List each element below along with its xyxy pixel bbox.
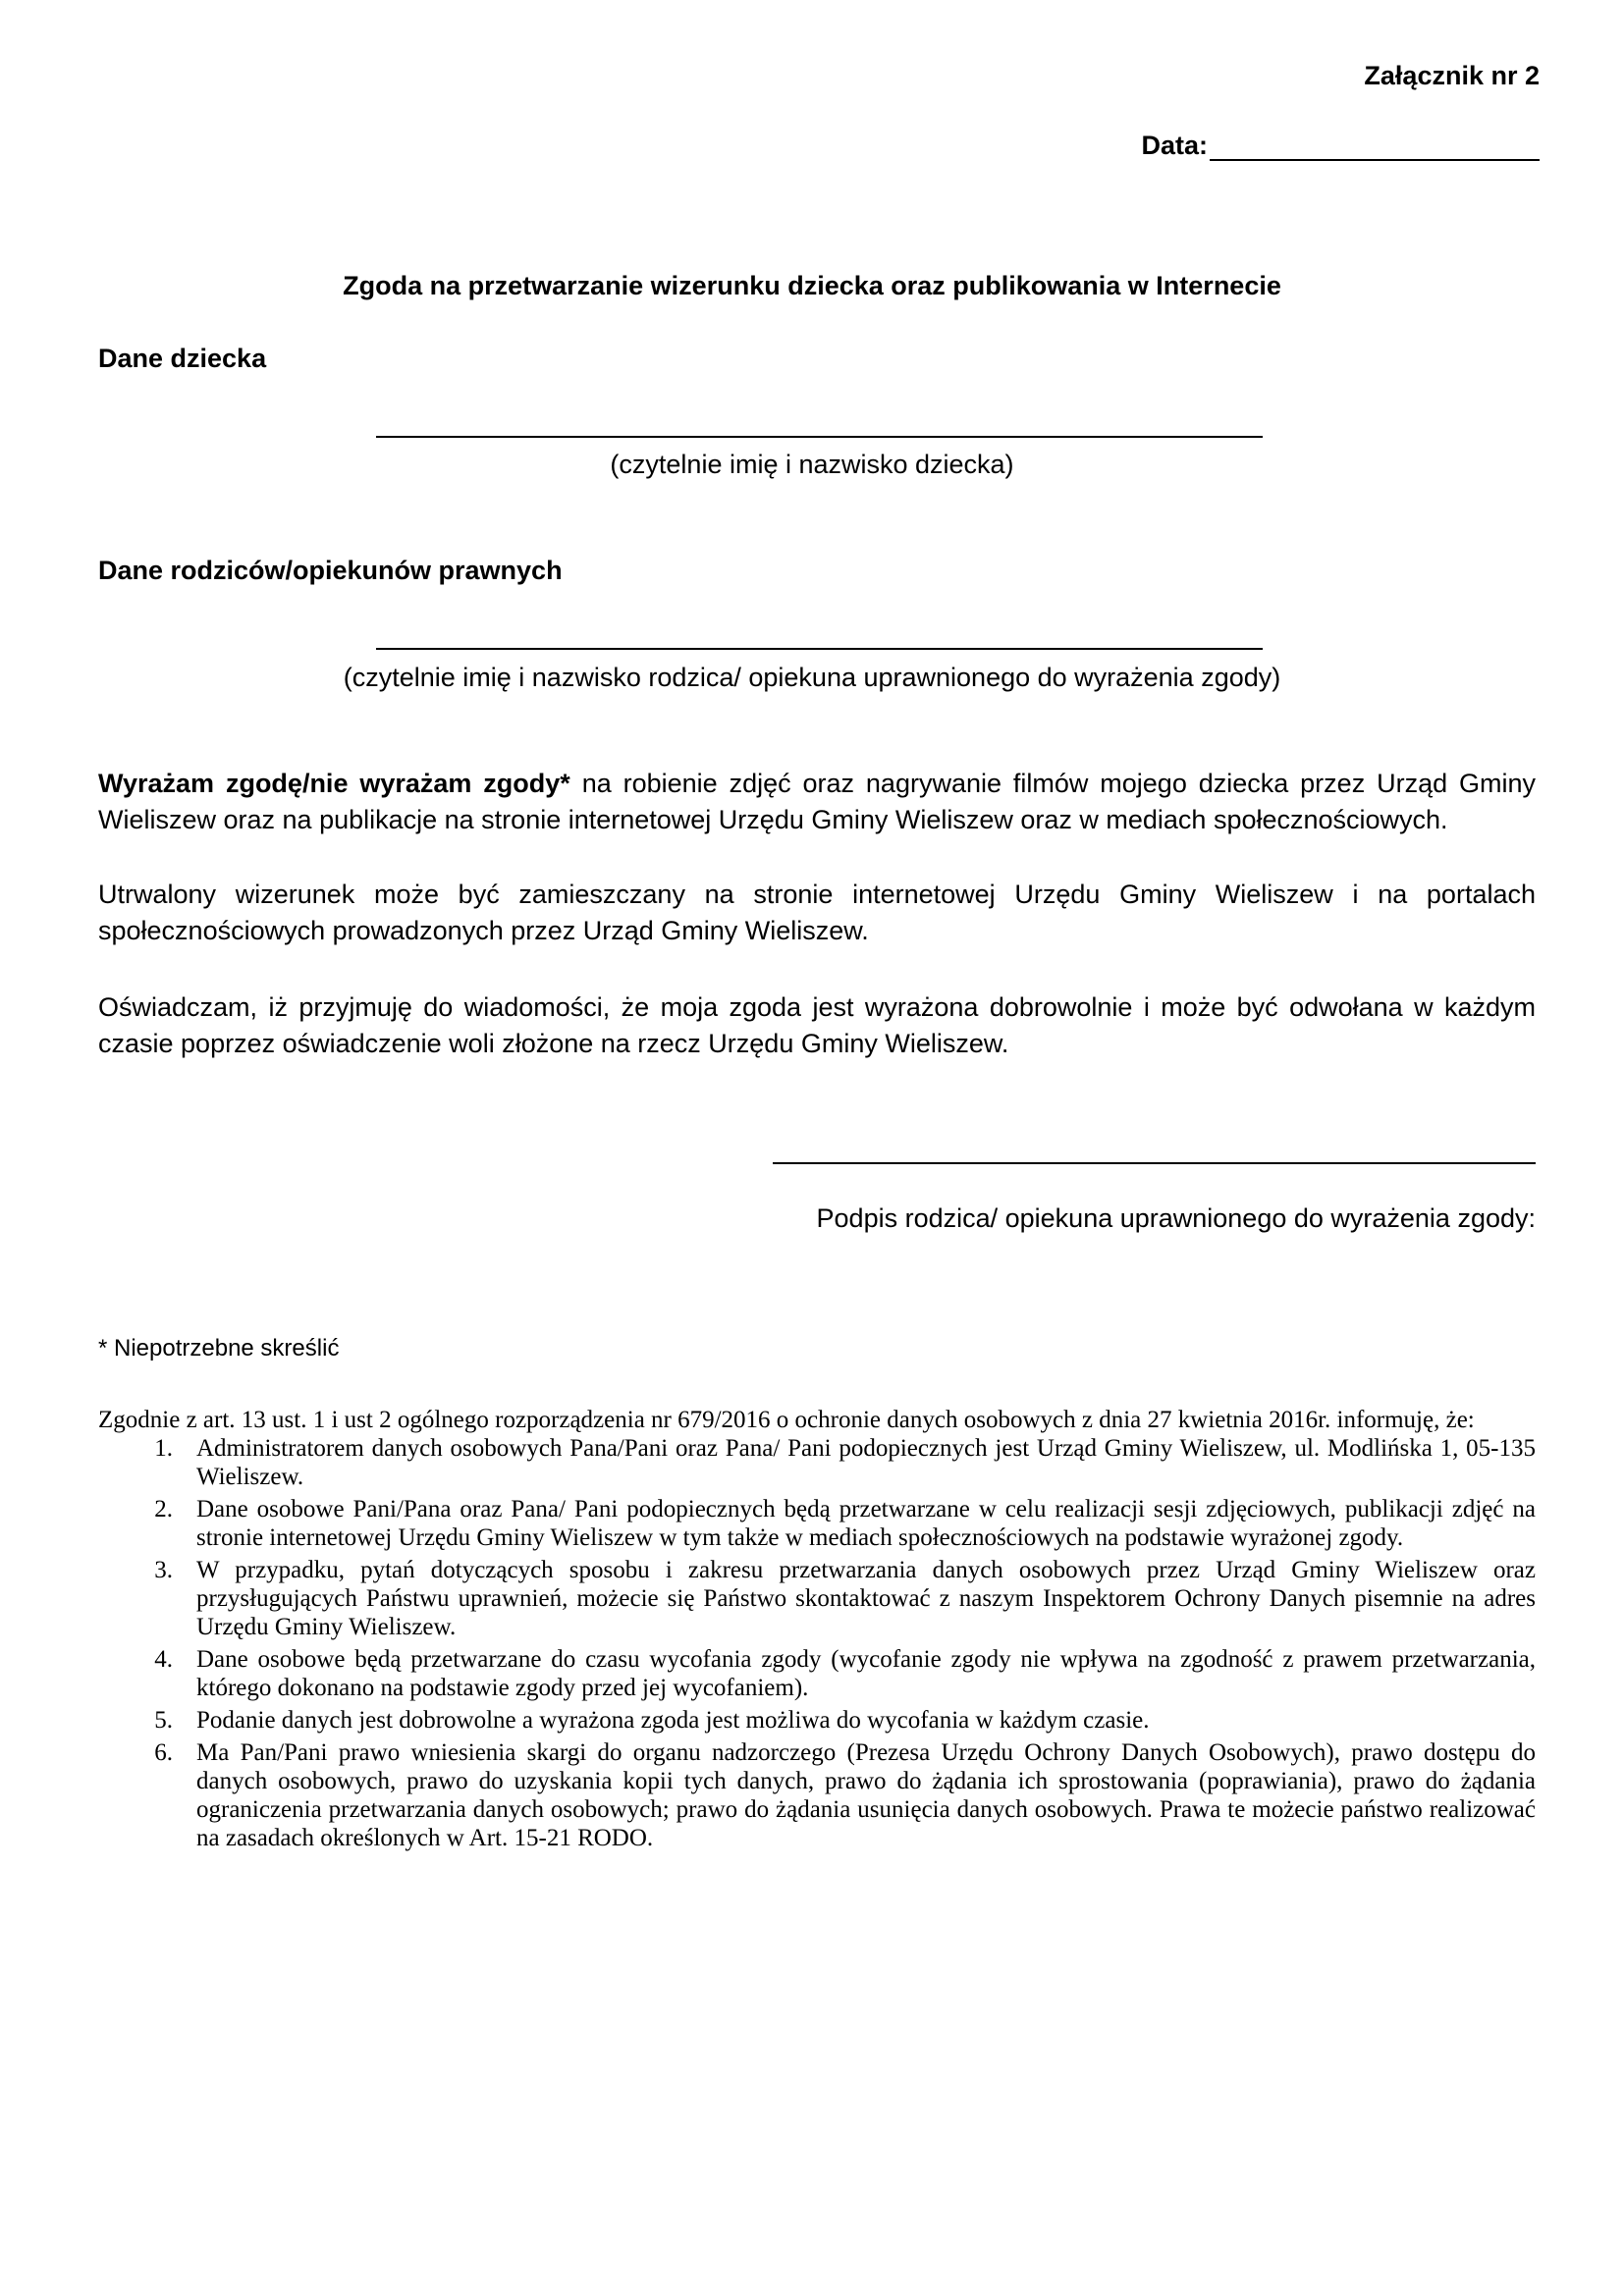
gdpr-information [98, 1406, 1536, 1856]
statement-text: Oświadczam, iż przyjmuję do wiadomości, że moja zgoda jest wyrażona dobrowolnie i może być odwołana w każdym czasie poprzez oświadczenie woli złożone na rzecz Urzędu Gminy Wieliszew. [98, 992, 1536, 1058]
gdpr-item-number: 6. [154, 1739, 173, 1766]
statement-paragraph [98, 989, 1536, 1062]
gdpr-item-number: 5. [154, 1707, 173, 1734]
gdpr-list-item [98, 1434, 1536, 1491]
gdpr-list [98, 1434, 1536, 1852]
gdpr-list-item [98, 1495, 1536, 1552]
consent-choice: Wyrażam zgodę/nie wyrażam zgody* [98, 769, 570, 798]
gdpr-intro: Zgodnie z art. 13 ust. 1 i ust 2 ogólnego rozporządzenia nr 679/2016 o ochronie danych osobowych z dnia 27 kwietnia 2016r. informuję, że: [98, 1407, 1475, 1433]
gdpr-item-text: Administratorem danych osobowych Pana/Pani oraz Pana/ Pani podopiecznych jest Urząd Gminy Wieliszew, ul. Modlińska 1, 05-135 Wieliszew. [196, 1435, 1536, 1490]
gdpr-item-number: 3. [154, 1557, 173, 1583]
gdpr-item-text: Podanie danych jest dobrowolne a wyrażona zgoda jest możliwa do wycofania w każdym czasie. [196, 1707, 1150, 1734]
gdpr-item-number: 4. [154, 1646, 173, 1673]
consent-paragraph [98, 766, 1536, 838]
child-name-caption: (czytelnie imię i nazwisko dziecka) [610, 450, 1014, 479]
signature-line[interactable] [773, 1162, 1536, 1164]
gdpr-item-text: W przypadku, pytań dotyczących sposobu i zakresu przetwarzania danych osobowych przez Urząd Gminy Wieliszew oraz przysługujących Państwu uprawnień, możecie się Państwo skontaktować z naszym Inspektorem Ochrony Danych pisemnie na adres Urzędu Gminy Wieliszew. [196, 1557, 1536, 1640]
parent-section-label: Dane rodziców/opiekunów prawnych [98, 556, 563, 585]
parent-name-line[interactable] [376, 648, 1263, 650]
gdpr-list-item [98, 1738, 1536, 1852]
child-section-label: Dane dziecka [98, 344, 267, 373]
date-label: Data: [1141, 131, 1208, 160]
consent-text: na robienie zdjęć oraz nagrywanie filmów mojego dziecka przez Urząd Gminy Wieliszew oraz na publikacje na stronie internetowej Urzędu Gminy Wieliszew oraz w mediach społecznościowych. [98, 769, 1536, 834]
gdpr-list-item [98, 1645, 1536, 1702]
gdpr-item-text: Dane osobowe Pani/Pana oraz Pana/ Pani podopiecznych będą przetwarzane w celu realizacji sesji zdjęciowych, publikacji zdjęć na stronie internetowej Urzędu Gminy Wieliszew w tym także w mediach społecznościowych na podstawie wyrażonej zgody. [196, 1496, 1536, 1551]
gdpr-list-item [98, 1556, 1536, 1641]
date-field [1141, 131, 1540, 161]
child-name-line[interactable] [376, 436, 1263, 438]
gdpr-list-item [98, 1706, 1536, 1735]
document-title: Zgoda na przetwarzanie wizerunku dziecka oraz publikowania w Internecie [343, 271, 1281, 300]
gdpr-item-text: Ma Pan/Pani prawo wniesienia skargi do organu nadzorczego (Prezesa Urzędu Ochrony Danych Osobowych), prawo dostępu do danych osobowych, prawo do uzyskania kopii tych danych, prawo do żądania ich sprostowania (poprawiania), prawo do żądania ograniczenia przetwarzania danych osobowych; prawo do żądania usunięcia danych osobowych. Prawa te możecie państwo realizować na zasadach określonych w Art. 15-21 RODO. [196, 1739, 1536, 1851]
image-use-text: Utrwalony wizerunek może być zamieszczany na stronie internetowej Urzędu Gminy Wieliszew i na portalach społecznościowych prowadzonych przez Urząd Gminy Wieliszew. [98, 880, 1536, 945]
parent-name-caption: (czytelnie imię i nazwisko rodzica/ opiekuna uprawnionego do wyrażenia zgody) [343, 663, 1281, 692]
gdpr-item-number: 1. [154, 1435, 173, 1462]
signature-caption: Podpis rodzica/ opiekuna uprawnionego do wyrażenia zgody: [816, 1203, 1536, 1233]
annex-label: Załącznik nr 2 [1364, 61, 1540, 90]
footnote: * Niepotrzebne skreślić [98, 1335, 340, 1362]
gdpr-item-text: Dane osobowe będą przetwarzane do czasu wycofania zgody (wycofanie zgody nie wpływa na zgodność z prawem przetwarzania, którego dokonano na podstawie zgody przed jej wycofaniem). [196, 1646, 1536, 1701]
date-input-line[interactable] [1210, 133, 1540, 161]
image-use-paragraph [98, 877, 1536, 949]
gdpr-item-number: 2. [154, 1496, 173, 1522]
